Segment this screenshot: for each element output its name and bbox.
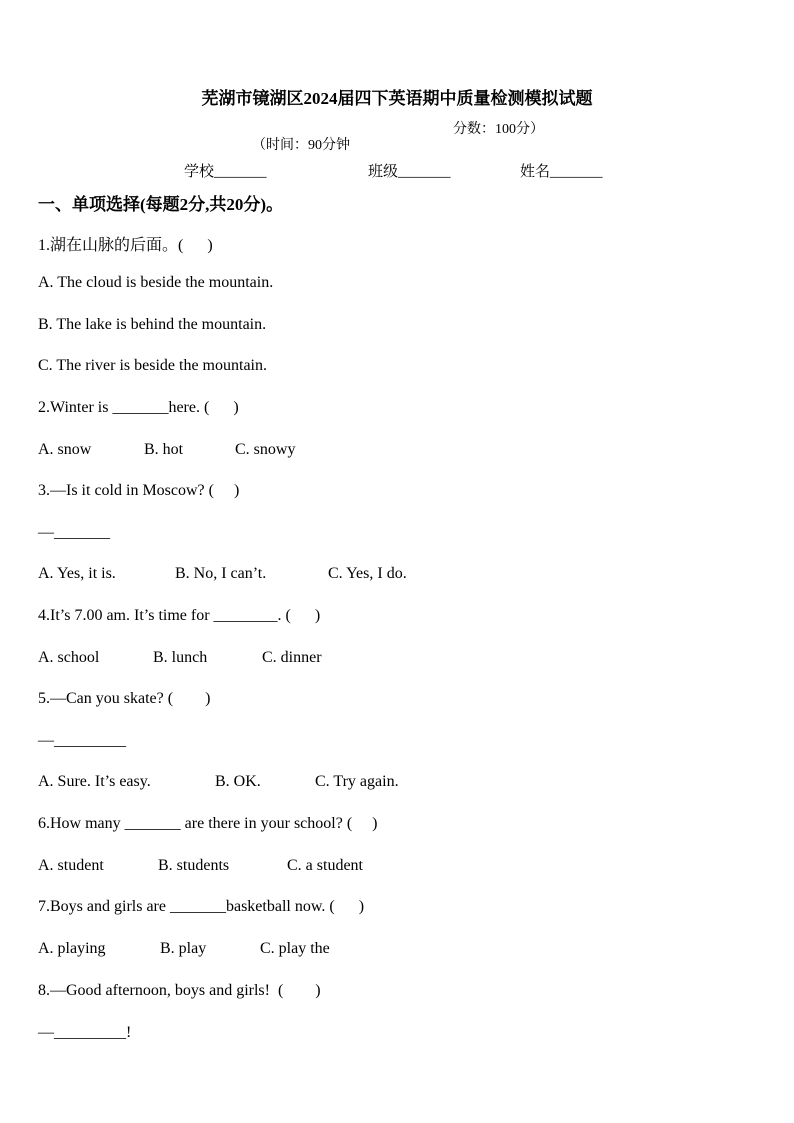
question-4-stem: 4.It’s 7.00 am. It’s time for ________. ( ): [38, 607, 321, 624]
page-title: 芜湖市镜湖区2024届四下英语期中质量检测模拟试题: [201, 89, 593, 108]
school-field: 学校_______: [184, 164, 267, 180]
question-2-stem: 2.Winter is _______here. ( ): [38, 399, 239, 416]
question-5-option-b: B. OK.: [215, 773, 261, 790]
question-6-option-a: A. student: [38, 857, 104, 874]
question-3-stem: 3.—Is it cold in Moscow? ( ): [38, 482, 240, 499]
question-1-option-c: C. The river is beside the mountain.: [38, 357, 267, 374]
question-1-stem: 1.湖在山脉的后面。( ): [38, 237, 213, 254]
question-4-option-b: B. lunch: [153, 649, 208, 666]
question-1-option-a: A. The cloud is beside the mountain.: [38, 274, 274, 291]
question-6-option-b: B. students: [158, 857, 230, 874]
question-1-option-b: B. The lake is behind the mountain.: [38, 316, 267, 333]
question-3-answer-line: —_______: [38, 524, 110, 541]
question-2-option-a: A. snow: [38, 441, 92, 458]
question-5-stem: 5.—Can you skate? ( ): [38, 690, 211, 707]
score-label: 分数：100分）: [453, 122, 544, 137]
time-label: （时间：90分钟: [252, 138, 350, 153]
question-5-option-c: C. Try again.: [315, 773, 399, 790]
question-6-stem: 6.How many _______ are there in your school? ( ): [38, 815, 378, 832]
question-8-answer-line: —_________!: [38, 1024, 132, 1041]
question-2-option-c: C. snowy: [235, 441, 296, 458]
question-2-option-b: B. hot: [144, 441, 184, 458]
question-7-option-b: B. play: [160, 940, 207, 957]
question-5-answer-line: —_________: [38, 732, 126, 749]
question-3-option-b: B. No, I can’t.: [175, 565, 267, 582]
question-3-option-c: C. Yes, I do.: [328, 565, 407, 582]
question-7-option-a: A. playing: [38, 940, 106, 957]
section-heading: 一、单项选择(每题2分,共20分)。: [38, 195, 284, 214]
name-field: 姓名_______: [520, 164, 603, 180]
question-3-option-a: A. Yes, it is.: [38, 565, 116, 582]
class-field: 班级_______: [368, 164, 451, 180]
question-6-option-c: C. a student: [287, 857, 363, 874]
question-7-stem: 7.Boys and girls are _______basketball now. ( ): [38, 898, 365, 915]
question-7-option-c: C. play the: [260, 940, 330, 957]
question-4-option-c: C. dinner: [262, 649, 322, 666]
question-5-option-a: A. Sure. It’s easy.: [38, 773, 151, 790]
question-4-option-a: A. school: [38, 649, 100, 666]
question-8-stem: 8.—Good afternoon, boys and girls! ( ): [38, 982, 321, 999]
